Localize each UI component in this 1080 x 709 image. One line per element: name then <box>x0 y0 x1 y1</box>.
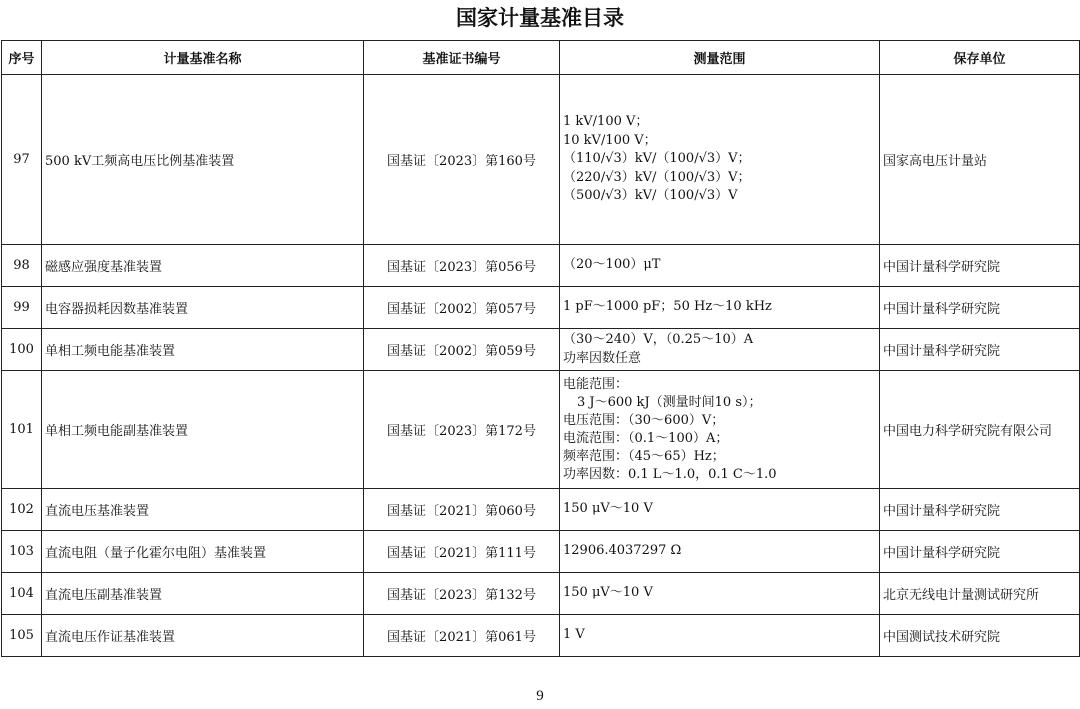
measurement-range <box>560 531 880 573</box>
certificate-number: 国基证〔2002〕第057号 <box>364 287 560 329</box>
standard-name: 磁感应强度基准装置 <box>42 245 364 287</box>
row-number: 100 <box>2 329 42 371</box>
range-line: 电能范围： <box>563 376 629 392</box>
range-line: （500/√3）kV/（100/√3）V <box>563 188 738 204</box>
measurement-range <box>560 75 880 245</box>
measurement-range <box>560 573 880 615</box>
custodian-unit: 中国电力科学研究院有限公司 <box>880 371 1080 489</box>
range-line: 3 J～600 kJ（测量时间10 s）； <box>577 394 762 410</box>
standard-name: 直流电压基准装置 <box>42 489 364 531</box>
certificate-number: 国基证〔2023〕第132号 <box>364 573 560 615</box>
row-number: 103 <box>2 531 42 573</box>
custodian-unit: 北京无线电计量测试研究所 <box>880 573 1080 615</box>
range-line: （220/√3）kV/（100/√3）V； <box>563 169 751 185</box>
custodian-unit: 中国计量科学研究院 <box>880 245 1080 287</box>
certificate-number: 国基证〔2023〕第172号 <box>364 371 560 489</box>
range-line: 150 μV～10 V <box>563 501 653 517</box>
range-line: 电流范围：（0.1～100）A； <box>563 430 729 446</box>
row-number: 105 <box>2 615 42 657</box>
table-row <box>2 531 1080 573</box>
header-no: 序号 <box>2 41 42 75</box>
certificate-number: 国基证〔2023〕第056号 <box>364 245 560 287</box>
range-line: 1 pF～1000 pF；50 Hz～10 kHz <box>563 299 772 315</box>
standard-name: 电容器损耗因数基准装置 <box>42 287 364 329</box>
measurement-range <box>560 245 880 287</box>
table-row <box>2 75 1080 245</box>
custodian-unit: 中国计量科学研究院 <box>880 531 1080 573</box>
range-line: 功率因数任意 <box>563 350 642 366</box>
range-line: 1 kV/100 V； <box>563 114 649 130</box>
standard-name: 直流电压作证基准装置 <box>42 615 364 657</box>
certificate-number: 国基证〔2021〕第060号 <box>364 489 560 531</box>
table-row <box>2 329 1080 371</box>
row-number: 102 <box>2 489 42 531</box>
table-row <box>2 615 1080 657</box>
row-number: 104 <box>2 573 42 615</box>
measurement-range <box>560 287 880 329</box>
range-line: 12906.4037297 Ω <box>563 543 682 559</box>
certificate-number: 国基证〔2021〕第111号 <box>364 531 560 573</box>
certificate-number: 国基证〔2002〕第059号 <box>364 329 560 371</box>
certificate-number: 国基证〔2023〕第160号 <box>364 75 560 245</box>
table-row <box>2 489 1080 531</box>
range-line: （20～100）μT <box>563 257 661 273</box>
header-unit: 保存单位 <box>880 41 1080 75</box>
standard-name: 直流电压副基准装置 <box>42 573 364 615</box>
table-row <box>2 371 1080 489</box>
page-number: 9 <box>536 688 544 704</box>
row-number: 98 <box>2 245 42 287</box>
standard-name: 单相工频电能基准装置 <box>42 329 364 371</box>
table-row <box>2 287 1080 329</box>
header-cert: 基准证书编号 <box>364 41 560 75</box>
measurement-range <box>560 371 880 489</box>
measurement-range <box>560 615 880 657</box>
custodian-unit: 国家高电压计量站 <box>880 75 1080 245</box>
measurement-range <box>560 329 880 371</box>
page-title: 国家计量基准目录 <box>456 6 624 30</box>
row-number: 97 <box>2 75 42 245</box>
header-range: 测量范围 <box>560 41 880 75</box>
table-row <box>2 573 1080 615</box>
row-number: 101 <box>2 371 42 489</box>
table-header-row <box>2 41 1080 75</box>
table-row <box>2 245 1080 287</box>
row-number: 99 <box>2 287 42 329</box>
header-name: 计量基准名称 <box>42 41 364 75</box>
range-line: 频率范围：（45～65）Hz； <box>563 448 725 464</box>
range-line: 150 μV～10 V <box>563 585 653 601</box>
standard-name: 单相工频电能副基准装置 <box>42 371 364 489</box>
range-line: （30～240）V，（0.25～10）A <box>563 332 754 347</box>
range-line: 功率因数：0.1 L～1.0，0.1 C～1.0 <box>563 466 777 482</box>
standards-table <box>1 40 1080 657</box>
range-line: 1 V <box>563 627 585 643</box>
custodian-unit: 中国计量科学研究院 <box>880 329 1080 371</box>
certificate-number: 国基证〔2021〕第061号 <box>364 615 560 657</box>
custodian-unit: 中国计量科学研究院 <box>880 489 1080 531</box>
measurement-range <box>560 489 880 531</box>
standard-name: 500 kV工频高电压比例基准装置 <box>42 75 364 245</box>
custodian-unit: 中国测试技术研究院 <box>880 615 1080 657</box>
range-line: 电压范围：（30～600）V； <box>563 412 725 428</box>
custodian-unit: 中国计量科学研究院 <box>880 287 1080 329</box>
standard-name: 直流电阻（量子化霍尔电阻）基准装置 <box>42 531 364 573</box>
range-line: （110/√3）kV/（100/√3）V； <box>563 151 751 167</box>
range-line: 10 kV/100 V； <box>563 132 657 148</box>
